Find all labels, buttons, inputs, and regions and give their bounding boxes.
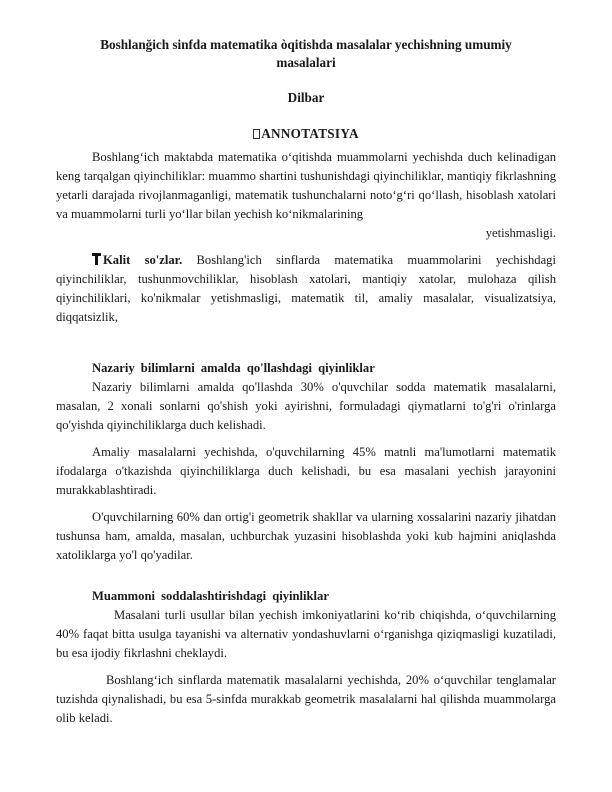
keywords-text: Boshlang'ich sinflarda matematika muammolarini yechishdagi qiyinchiliklar, tushunmovchiliklar, hisoblash xatolari, mantiqiy xatolar, mulohaza qilish qiyinchiliklari, ko'nikmalar yetishmasligi, matematik til, amaliy masalalar, visualizatsiya, diqqatsizlik, xyxy=(56,253,556,324)
section-2-paragraph-2: Boshlang‘ich sinflarda matematik masalalarni yechishda, 20% o‘quvchilar tenglamalar tuzishda qiynalishadi, bu esa 5-sinfda murakkab geometrik masalalarni hal qilishda muammolarga olib keladi. xyxy=(56,673,556,725)
annotation-tail xyxy=(56,224,556,243)
section-heading-1: Nazariy bilimlarni amalda qo'llashdagi qiyinliklar xyxy=(92,361,375,375)
section-heading-2: Muammoni soddalashtirishdagi qiyinliklar xyxy=(92,589,329,603)
section-1-paragraph-1: Nazariy bilimlarni amalda qo'llashda 30% o'quvchilar sodda matematik masalalarni, masalan, 2 xonali sonlarni qo'shish yoki ayirishni, formuladagi qiymatlarni to'g'ri o'rinlarga qo'yishda qiyinchiliklarga duch kelishadi. xyxy=(56,380,556,432)
section-1-paragraph-2: Amaliy masalalarni yechishda, o'quvchilarning 45% matnli ma'lumotlarni matematik ifodalarga o'tkazishda qiyinchiliklarga duch kelishadi, bu esa masalani yechish jarayonini murakkablashtiradi. xyxy=(56,445,556,497)
annotation-text-main: Boshlang‘ich maktabda matematika o‘qitishda muammolarni yechishda duch kelinadigan keng tarqalgan qiyinchiliklar: muammo shartini tushunishdagi qiyinchiliklar, mantiqiy fikrlashning yetarli darajada rivojlanmaganligi, matematik tushunchalarni noto‘g‘ri qo‘llash, hisoblash xatolari va muammolarni turli yo‘llar bilan yechish ko‘nikmalarining xyxy=(56,150,556,221)
section-2-paragraph-1: Masalani turli usullar bilan yechish imkoniyatlarini ko‘rib chiqishda, o‘quvchilarning 40% faqat bitta usulga tayanishi va alternativ yondashuvlarni o‘rganishga qiziqmasligi kuzatiladi, bu esa ijodiy fikrlashni cheklaydi. xyxy=(56,608,556,660)
section-1-paragraph-3: O'quvchilarning 60% dan ortig'i geometrik shakllar va ularning xossalarini nazariy jihatdan tushunsa ham, amalda, masalan, uchburchak yuzasini hisoblashda yoki kub hajmini aniqlashda xatoliklarga yo'l qo'yadilar. xyxy=(56,510,556,562)
keywords-label: Kalit so'zlar. xyxy=(103,253,183,267)
key-icon xyxy=(92,253,101,265)
document-title: Boshlanğich sinfda matematika òqitishda masalalar yechishning umumiy masalalari xyxy=(100,37,512,70)
author-name: Dilbar xyxy=(287,90,325,105)
annotation-heading-text: ANNOTATSIYA xyxy=(261,126,359,141)
annotation-heading xyxy=(56,126,556,142)
keywords-paragraph xyxy=(56,251,556,327)
missing-glyph-icon xyxy=(253,129,260,139)
annotation-text-tail: yetishmasligi. xyxy=(485,226,556,240)
annotation-paragraph xyxy=(56,148,556,224)
